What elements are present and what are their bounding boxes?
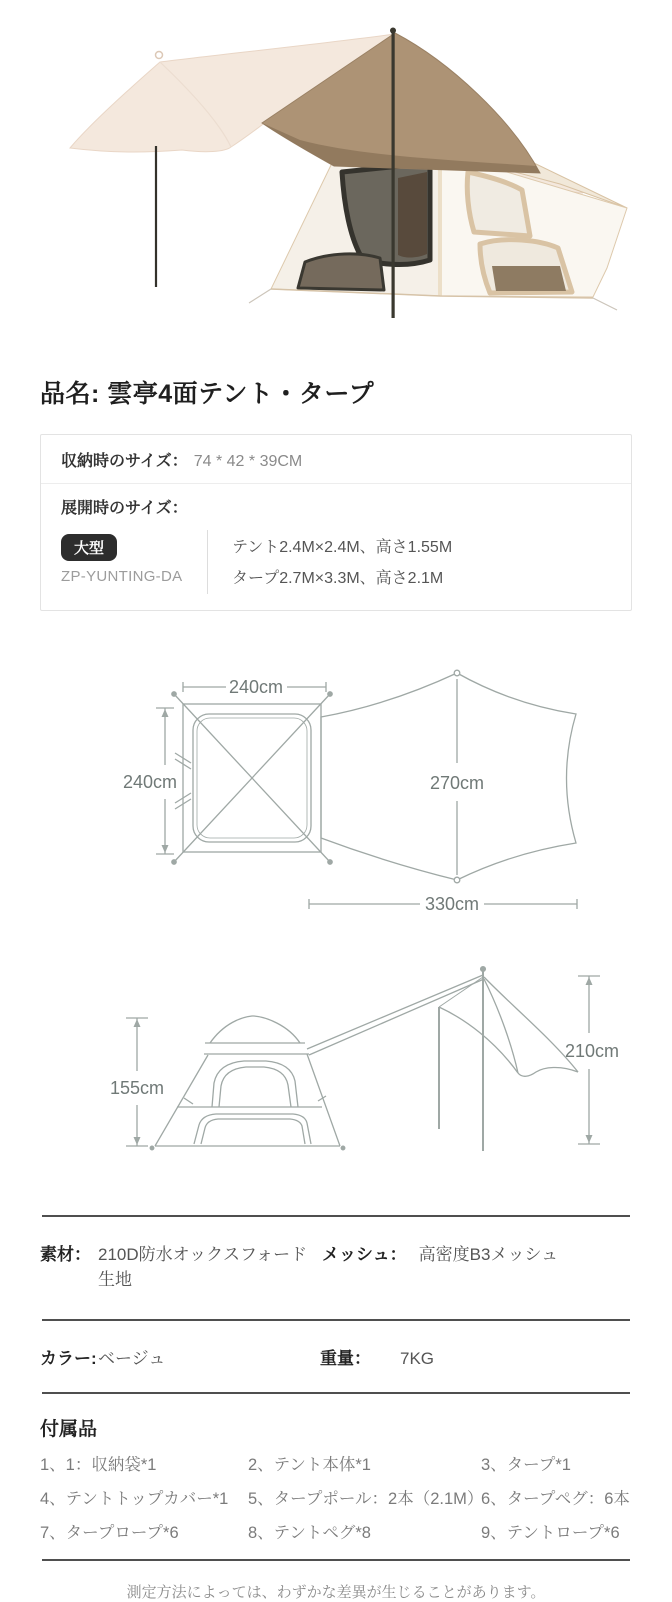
tent-front-lower-window: [298, 254, 384, 290]
weight-value: 7KG: [400, 1349, 435, 1368]
storage-size-row: [41, 435, 631, 484]
accessories-grid: [40, 1454, 632, 1544]
tent-profile: [150, 1016, 345, 1150]
model-code: ZP-YUNTING-DA: [61, 568, 183, 585]
main-tarp-pole: [392, 33, 395, 318]
main-pole-tip: [390, 28, 396, 34]
weight-label: 重量：: [320, 1349, 371, 1368]
tent-footprint: [172, 692, 332, 864]
storage-size-value: 74 * 42 * 39CM: [193, 453, 303, 470]
list-item: 1、1：収納袋*1: [40, 1456, 157, 1474]
tarp-size-line: タープ2.7M×3.3M、高さ2.1M: [232, 570, 444, 587]
list-item: 3、タープ*1: [481, 1456, 571, 1474]
tarp-grommet: [156, 52, 163, 59]
tent-height-label: 155cm: [109, 1078, 165, 1098]
measurement-disclaimer: 測定方法によっては、わずかな差異が生じることがあります。: [126, 1584, 546, 1601]
color-value: ベージュ: [98, 1349, 166, 1368]
material-value: 210D防水オックスフォード生地: [98, 1245, 308, 1289]
model-size-row: [41, 520, 631, 610]
material-label: 素材：: [40, 1245, 91, 1264]
side-view-diagram: [0, 911, 672, 1191]
mesh-value: 高密度B3メッシュ: [418, 1245, 559, 1264]
color-label: カラー:: [40, 1349, 97, 1368]
tarp-span-label: 270cm: [429, 773, 485, 793]
mesh-label: メッシュ：: [322, 1245, 407, 1264]
tarp-profile: [307, 967, 578, 1151]
material-cell: [40, 1240, 322, 1290]
tent-floor-through-window: [492, 266, 566, 291]
list-item: 8、テントペグ*8: [248, 1524, 371, 1542]
list-item: 6、タープペグ：6本: [481, 1490, 630, 1508]
tarp-length-label: 330cm: [424, 894, 480, 911]
size-badge: 大型: [61, 534, 117, 561]
tarp-height-label: 210cm: [564, 1041, 620, 1061]
product-photo: [0, 0, 672, 360]
expanded-size-label: 展開時のサイズ：: [61, 500, 188, 517]
tent-size-line: テント2.4M×2.4M、高さ1.55M: [232, 539, 453, 556]
storage-size-label: 収納時のサイズ：: [61, 453, 188, 470]
size-info-box: [40, 434, 632, 611]
color-weight-row: [40, 1321, 632, 1392]
accessories-heading: 付属品: [40, 1419, 98, 1440]
page-title: 品名: 雲亭4面テント・タープ: [40, 380, 375, 408]
list-item: 2、テント本体*1: [248, 1456, 371, 1474]
dimensions-column: [208, 530, 452, 594]
tent-depth-label: 240cm: [122, 772, 178, 792]
list-item: 5、タープポール：2本（2.1M）: [248, 1490, 484, 1508]
list-item: 7、タープロープ*6: [40, 1524, 179, 1542]
list-item: 4、テントトップカバー*1: [40, 1490, 229, 1508]
top-view-diagram: [0, 611, 672, 911]
tent-width-label: 240cm: [228, 677, 284, 697]
model-column: [61, 530, 208, 594]
color-cell: [40, 1344, 320, 1369]
expanded-size-row: [41, 484, 631, 520]
tent-front-window-dark-panel: [398, 172, 427, 258]
list-item: 9、テントロープ*6: [481, 1524, 620, 1542]
accessories-section: [40, 1394, 632, 1559]
material-row: [40, 1217, 632, 1319]
